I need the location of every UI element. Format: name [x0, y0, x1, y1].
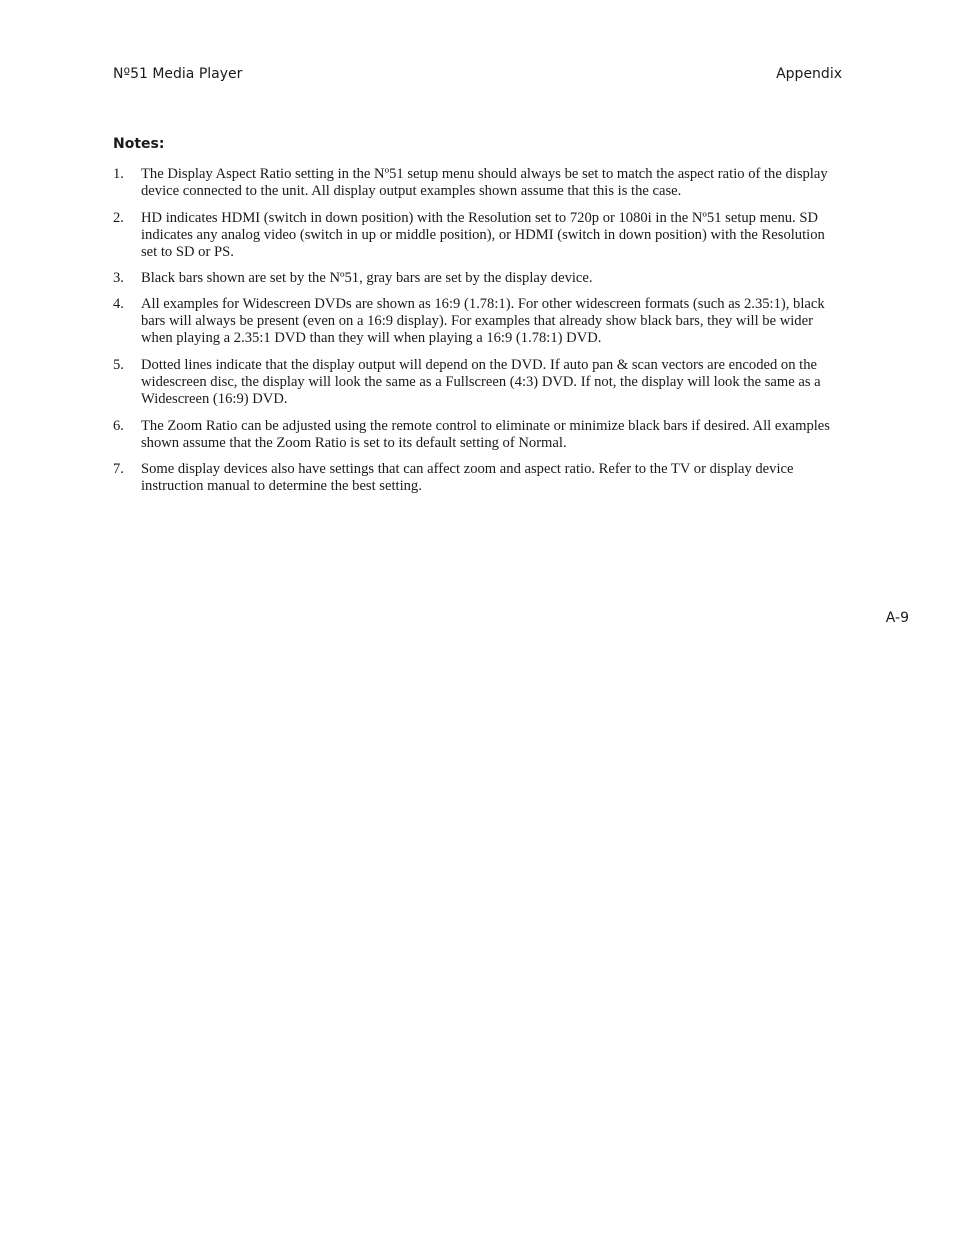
- note-text: Black bars shown are set by the Nº51, gray bars are set by the display device.: [141, 270, 593, 287]
- note-text: The Zoom Ratio can be adjusted using the remote control to eliminate or minimize black bars if desired. All examples shown assume that the Zoom Ratio is set to its default setting of Normal.: [141, 417, 830, 451]
- note-text: Dotted lines indicate that the display output will depend on the DVD. If auto pan & scan vectors are encoded on the widescreen disc, the display will look the same as a Fullscreen (4:3) DVD. If not, the display will look the same as a Widescreen (16:9) DVD.: [141, 356, 821, 408]
- note-number: 1.: [113, 166, 124, 182]
- note-number: 4.: [113, 295, 124, 312]
- page-number: A-9: [885, 610, 909, 626]
- note-text: Some display devices also have settings that can affect zoom and aspect ratio. Refer to the TV or display device instruction manual to determine the best setting.: [141, 461, 794, 495]
- notes-list: [113, 166, 843, 505]
- note-item: [113, 357, 843, 409]
- note-text: HD indicates HDMI (switch in down position) with the Resolution set to 720p or 1080i in the Nº51 setup menu. SD indicates any analog video (switch in up or middle position), or HDMI (switch in down position) with the Resolution set to SD or PS.: [141, 209, 825, 261]
- running-header-title: Nº51 Media Player: [113, 66, 243, 82]
- note-item: [113, 210, 843, 262]
- note-item: [113, 270, 843, 287]
- note-item: [113, 418, 843, 453]
- note-number: 3.: [113, 270, 124, 287]
- note-number: 2.: [113, 209, 124, 226]
- note-number: 6.: [113, 417, 124, 434]
- note-text: All examples for Widescreen DVDs are shown as 16:9 (1.78:1). For other widescreen formats (such as 2.35:1), black bars will always be present (even on a 16:9 display). For examples that already show black bars, they will be wider when playing a 2.35:1 DVD than they will when playing a 16:9 (1.78:1) DVD.: [141, 295, 825, 347]
- note-text: The Display Aspect Ratio setting in the Nº51 setup menu should always be set to match the aspect ratio of the display device connected to the unit. All display output examples shown assume that this is the case.: [141, 166, 828, 200]
- note-number: 7.: [113, 461, 124, 478]
- running-header-section: Appendix: [776, 66, 842, 82]
- notes-heading: Notes:: [113, 136, 165, 152]
- note-item: [113, 296, 843, 348]
- note-number: 5.: [113, 356, 124, 373]
- note-item: [113, 166, 843, 201]
- note-item: [113, 461, 843, 496]
